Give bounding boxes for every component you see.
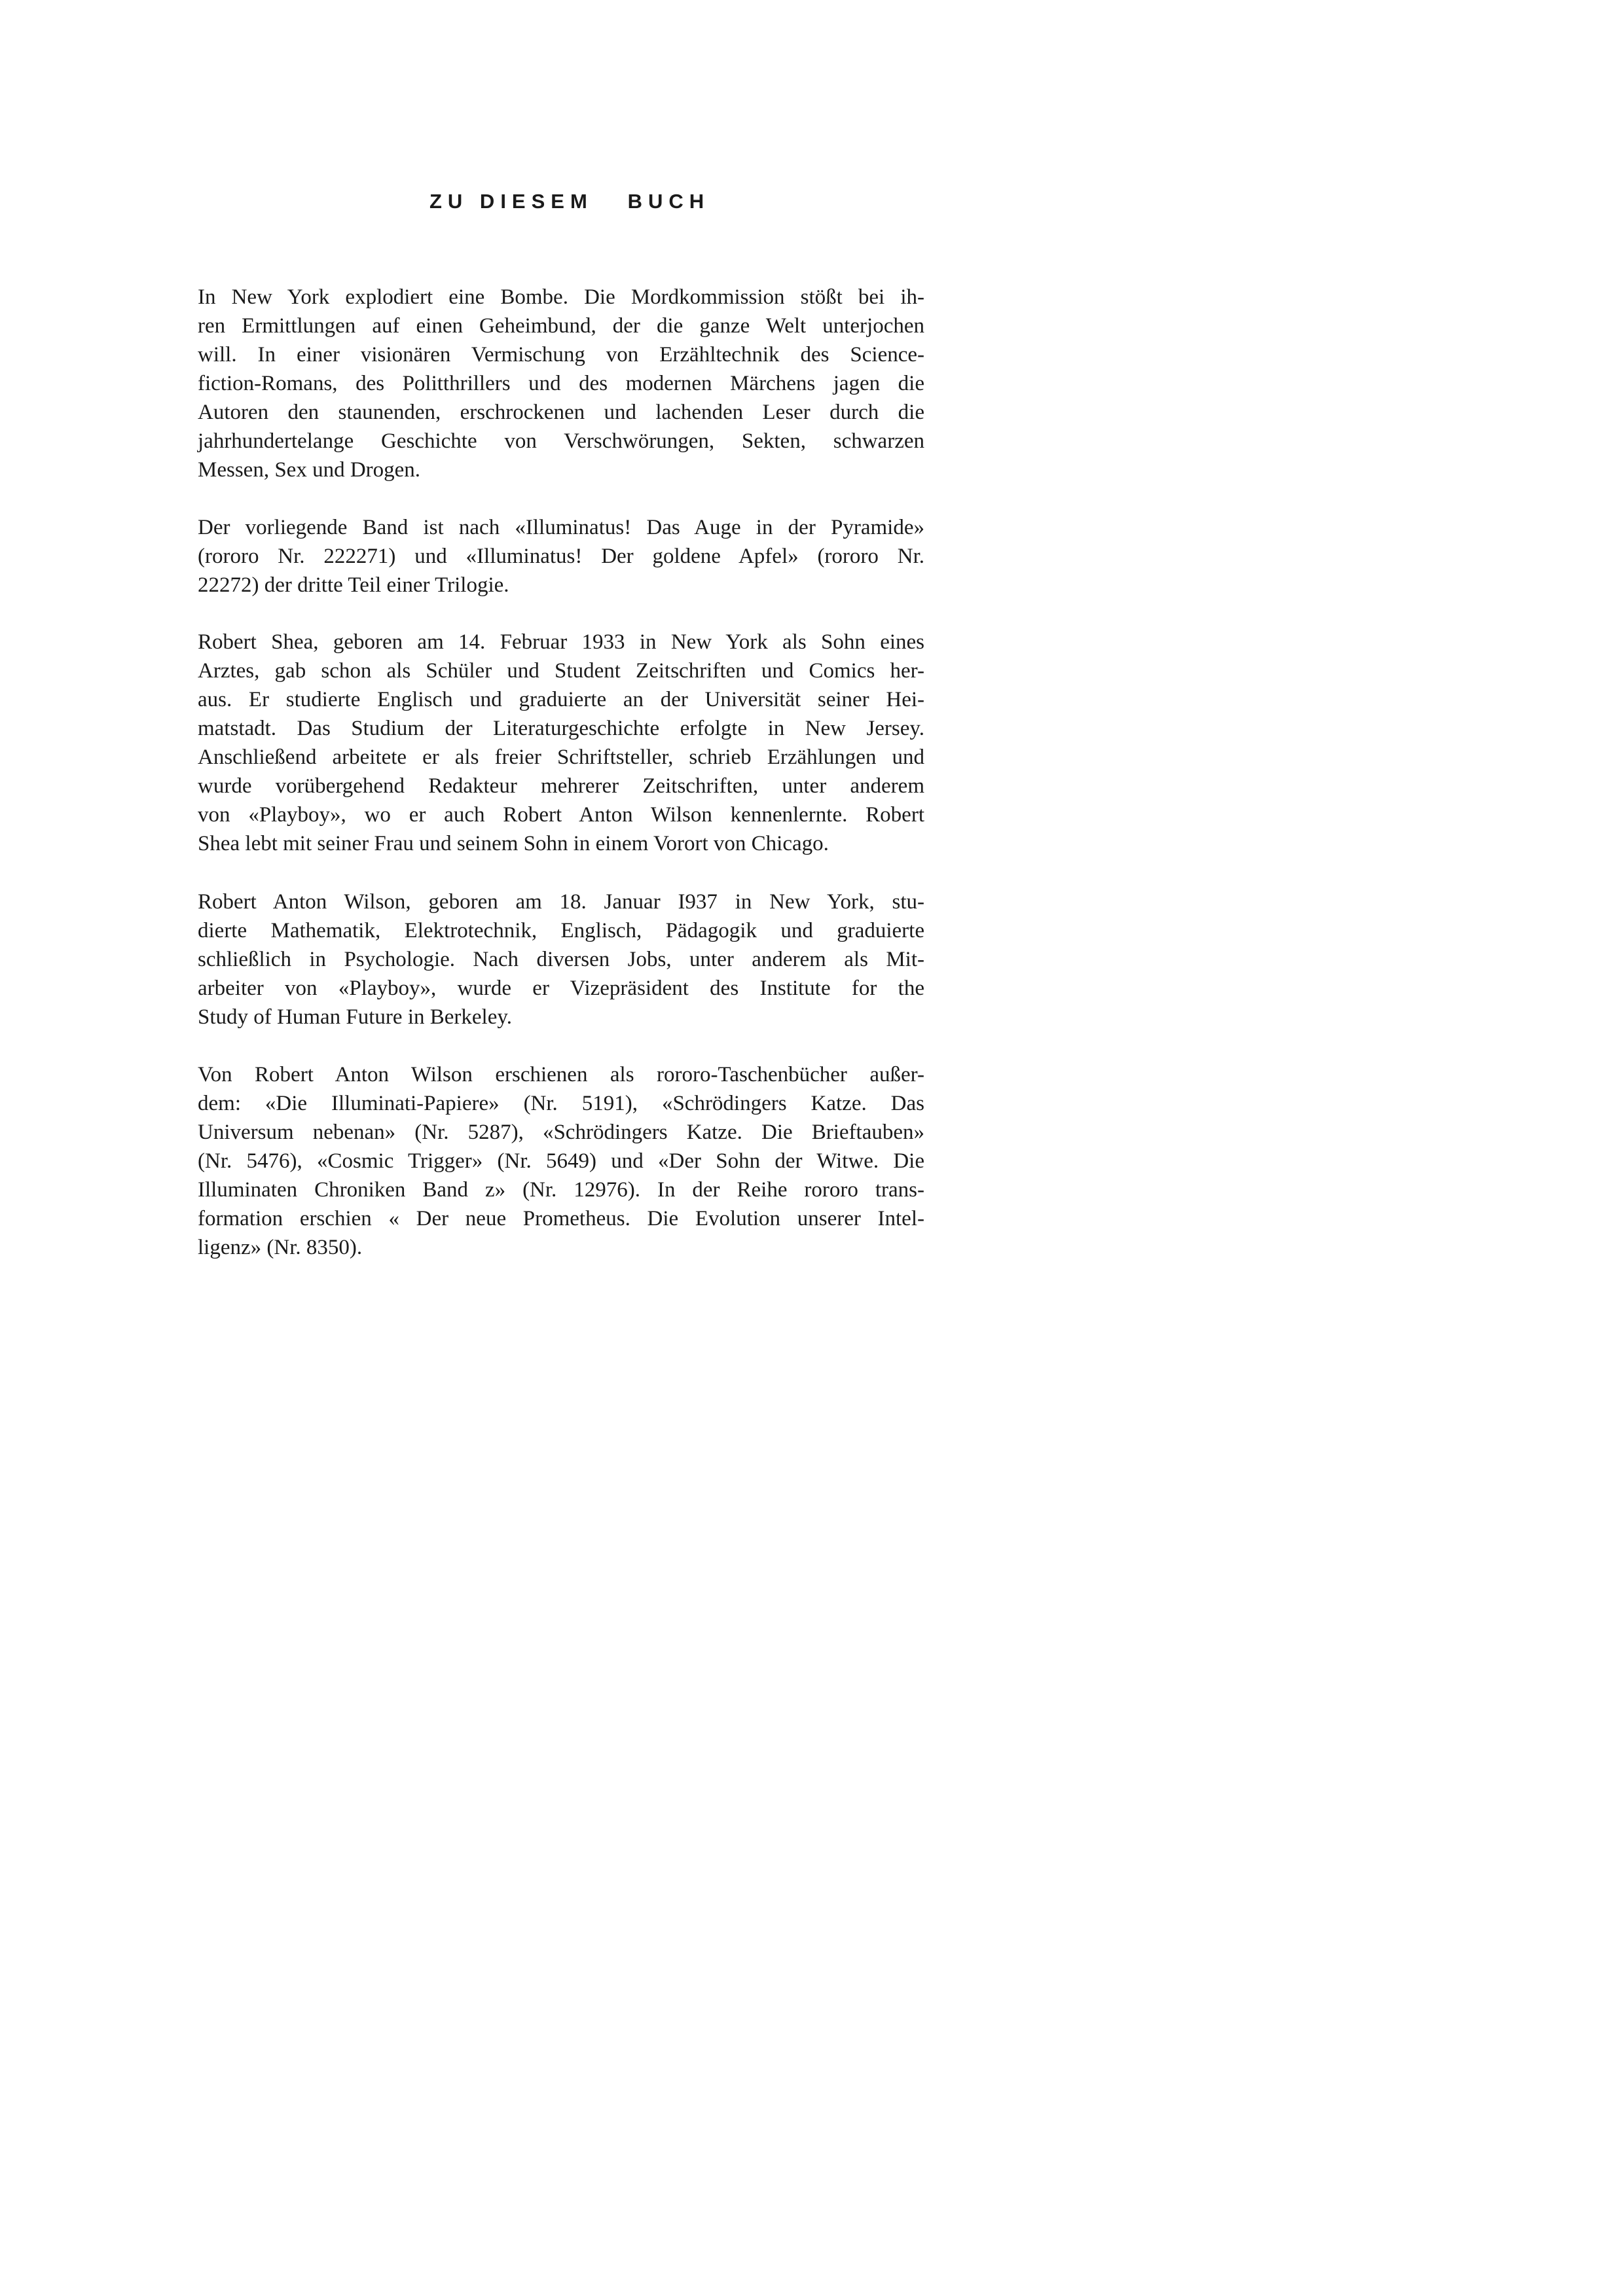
text-line: Autoren den staunenden, erschrockenen und lachenden Leser durch die	[198, 401, 924, 424]
text-line: Arztes, gab schon als Schüler und Student Zeitschriften und Comics her-	[198, 659, 924, 683]
text-line: aus. Er studierte Englisch und graduierte an der Universität seiner Hei-	[198, 688, 924, 711]
text-line: Messen, Sex und Drogen.	[198, 458, 421, 482]
body-text	[198, 283, 924, 1262]
text-line: matstadt. Das Studium der Literaturgeschichte erfolgte in New Jersey.	[198, 717, 924, 740]
paragraph-synopsis	[198, 283, 924, 484]
text-line: arbeiter von «Playboy», wurde er Vizepräsident des Institute for the	[198, 977, 924, 1000]
text-line: Robert Anton Wilson, geboren am 18. Januar I937 in New York, stu-	[198, 890, 924, 914]
text-line: ligenz» (Nr. 8350).	[198, 1236, 363, 1259]
text-line: Robert Shea, geboren am 14. Februar 1933 in New York als Sohn eines	[198, 630, 924, 654]
text-line: Anschließend arbeitete er als freier Schriftsteller, schrieb Erzählungen und	[198, 745, 924, 769]
text-line: Study of Human Future in Berkeley.	[198, 1005, 512, 1029]
paragraph-author-wilson	[198, 888, 924, 1031]
text-line: jahrhundertelange Geschichte von Verschwörungen, Sekten, schwarzen	[198, 429, 924, 453]
text-line: Universum nebenan» (Nr. 5287), «Schrödingers Katze. Die Brieftauben»	[198, 1121, 924, 1144]
text-line: In New York explodiert eine Bombe. Die Mordkommission stößt bei ih-	[198, 285, 924, 309]
text-line: Illuminaten Chroniken Band z» (Nr. 12976). In der Reihe rororo trans-	[198, 1178, 924, 1202]
text-line: fiction-Romans, des Politthrillers und des modernen Märchens jagen die	[198, 372, 924, 395]
text-line: schließlich in Psychologie. Nach diversen Jobs, unter anderem als Mit-	[198, 948, 924, 971]
text-line: (rororo Nr. 222271) und «Illuminatus! Der goldene Apfel» (rororo Nr.	[198, 545, 924, 568]
text-line: Von Robert Anton Wilson erschienen als rororo-Taschenbücher außer-	[198, 1063, 924, 1086]
text-line: von «Playboy», wo er auch Robert Anton Wilson kennenlernte. Robert	[198, 803, 924, 827]
paragraph-author-shea	[198, 628, 924, 858]
paragraph-other-works	[198, 1060, 924, 1262]
text-line: dierte Mathematik, Elektrotechnik, Englisch, Pädagogik und graduierte	[198, 919, 924, 942]
text-line: Shea lebt mit seiner Frau und seinem Sohn in einem Vorort von Chicago.	[198, 832, 829, 855]
paragraph-trilogy	[198, 513, 924, 600]
text-line: dem: «Die Illuminati-Papiere» (Nr. 5191), «Schrödingers Katze. Das	[198, 1092, 924, 1115]
page-title: ZU DIESEM BUCH	[429, 190, 710, 213]
text-line: 22272) der dritte Teil einer Trilogie.	[198, 573, 509, 597]
text-line: will. In einer visionären Vermischung von Erzähltechnik des Science-	[198, 343, 924, 367]
text-line: formation erschien « Der neue Prometheus. Die Evolution unserer Intel-	[198, 1207, 924, 1230]
text-line: (Nr. 5476), «Cosmic Trigger» (Nr. 5649) und «Der Sohn der Witwe. Die	[198, 1149, 924, 1173]
text-line: Der vorliegende Band ist nach «Illuminatus! Das Auge in der Pyramide»	[198, 516, 924, 539]
text-line: wurde vorübergehend Redakteur mehrerer Zeitschriften, unter anderem	[198, 774, 924, 798]
text-line: ren Ermittlungen auf einen Geheimbund, der die ganze Welt unterjochen	[198, 314, 924, 338]
